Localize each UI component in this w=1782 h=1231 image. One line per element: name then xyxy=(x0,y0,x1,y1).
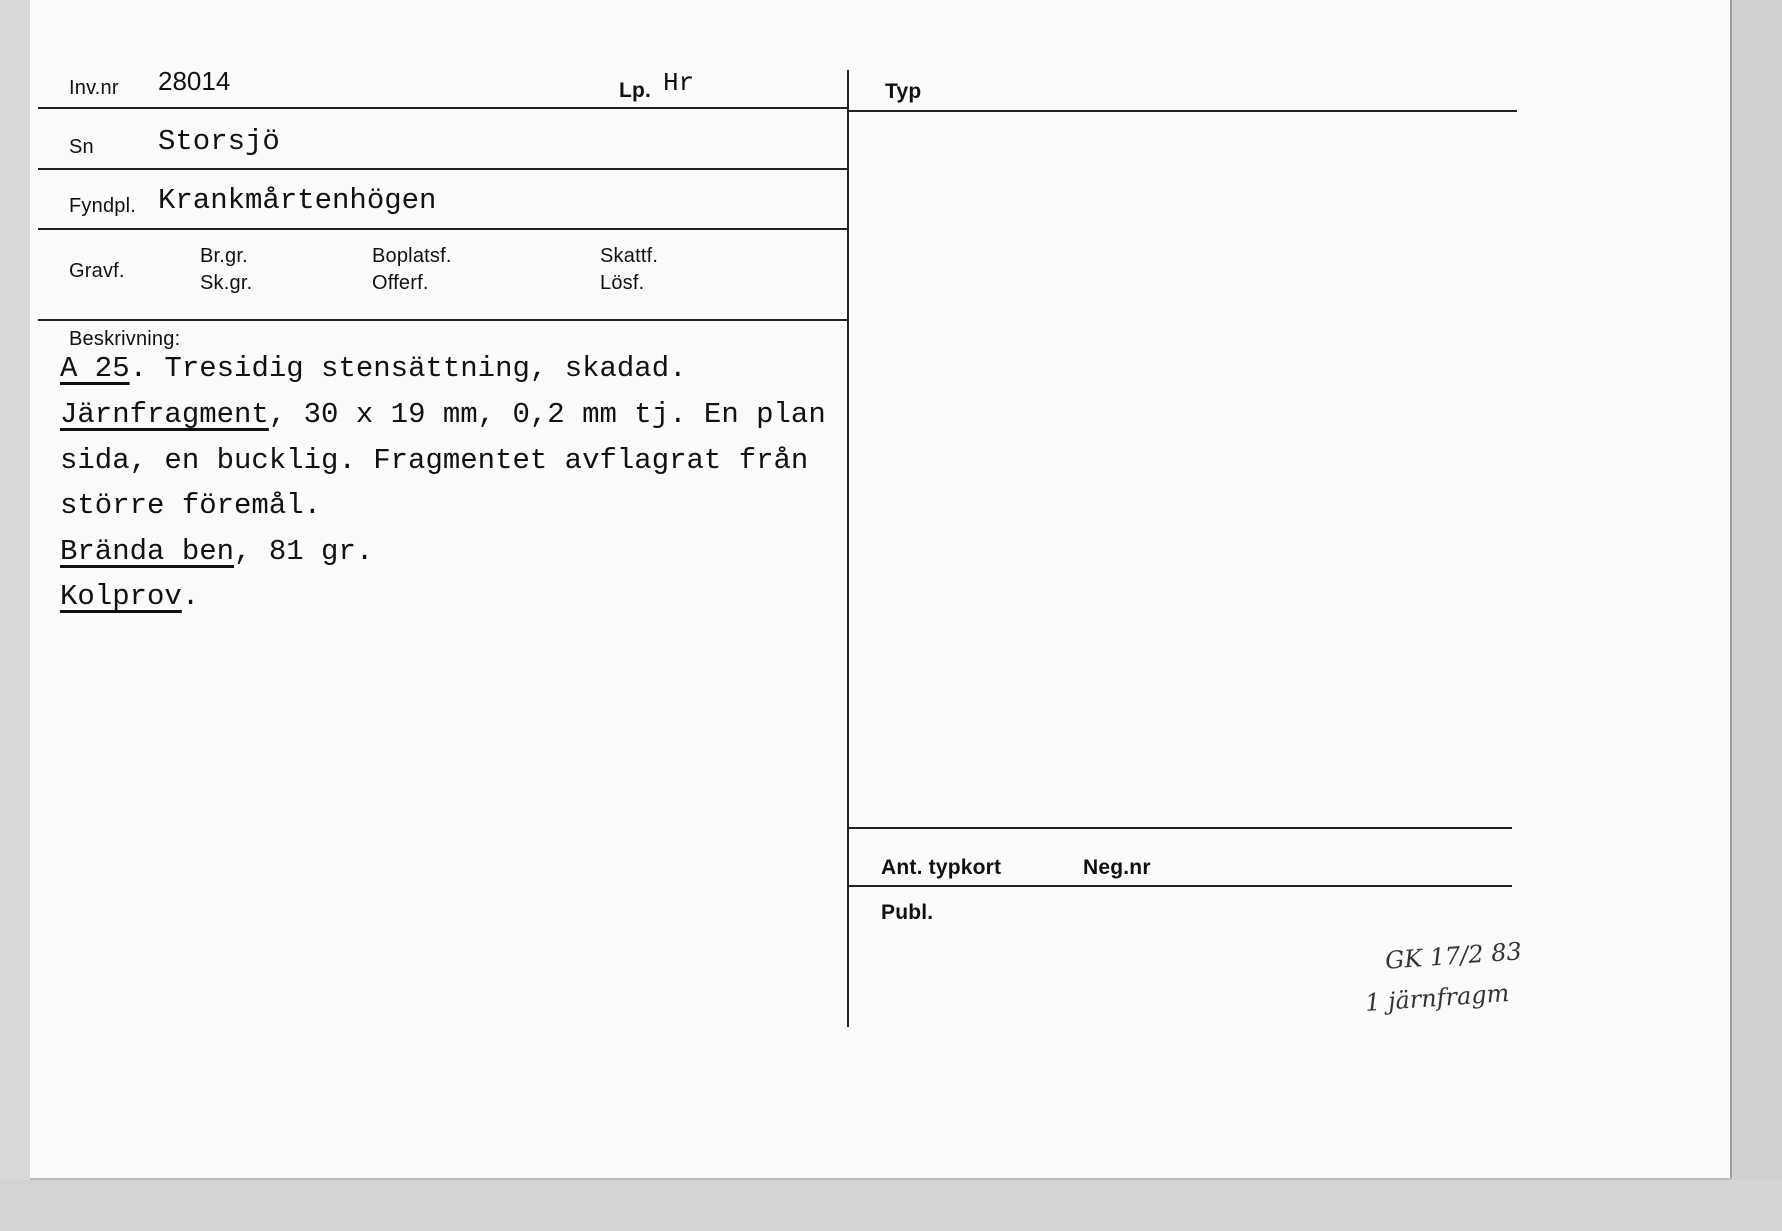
rule-ant-bottom xyxy=(849,885,1512,887)
scan-edge-bottom xyxy=(0,1180,1782,1231)
rule-sn xyxy=(38,168,848,170)
find-charcoal-sample: Kolprov xyxy=(60,580,182,613)
handwritten-note-1: GK 17/2 83 xyxy=(1384,937,1523,975)
skattf-label: Skattf. xyxy=(600,245,659,267)
rule-inv xyxy=(38,107,848,109)
column-divider xyxy=(847,70,849,1027)
description-line-1: A 25. Tresidig stensättning, skadad. xyxy=(60,352,687,385)
brgr-label: Br.gr. xyxy=(200,245,248,267)
fyndpl-label: Fyndpl. xyxy=(69,195,136,217)
description-line-6: Kolprov. xyxy=(60,580,200,613)
find-iron-fragment: Järnfragment xyxy=(60,398,269,431)
sn-label: Sn xyxy=(69,136,94,158)
inv-label: Inv.nr xyxy=(69,77,119,99)
gravf-label: Gravf. xyxy=(69,260,125,282)
description-line-3: sida, en bucklig. Fragmentet avflagrat från xyxy=(60,444,809,477)
grave-ref: A 25 xyxy=(60,352,130,385)
rule-fyndpl xyxy=(38,228,848,230)
description-line-4: större föremål. xyxy=(60,489,322,522)
publ-label: Publ. xyxy=(881,901,934,924)
boplatsf-label: Boplatsf. xyxy=(372,245,452,267)
handwritten-note-2: 1 järnfragm xyxy=(1364,978,1511,1018)
skgr-label: Sk.gr. xyxy=(200,272,253,294)
scan-edge-right xyxy=(1733,0,1782,1231)
description-line-2: Järnfragment, 30 x 19 mm, 0,2 mm tj. En plan xyxy=(60,398,826,431)
fyndpl-value: Krankmårtenhögen xyxy=(158,184,437,217)
rule-categories xyxy=(38,319,848,321)
find-burnt-bones: Brända ben xyxy=(60,535,235,568)
rule-ant-top xyxy=(849,827,1512,829)
inv-value: 28014 xyxy=(158,66,231,96)
lp-label: Lp. xyxy=(619,79,652,102)
ant-typkort-label: Ant. typkort xyxy=(881,856,1002,879)
beskrivning-label: Beskrivning: xyxy=(69,328,181,350)
description-line-5: Brända ben, 81 gr. xyxy=(60,535,374,568)
sn-value: Storsjö xyxy=(158,125,280,158)
offerf-label: Offerf. xyxy=(372,272,429,294)
catalog-card xyxy=(30,0,1732,1178)
lp-value: Hr xyxy=(663,68,695,98)
losf-label: Lösf. xyxy=(600,272,645,294)
negnr-label: Neg.nr xyxy=(1083,856,1151,879)
typ-label: Typ xyxy=(885,80,922,103)
rule-typ xyxy=(849,110,1517,112)
